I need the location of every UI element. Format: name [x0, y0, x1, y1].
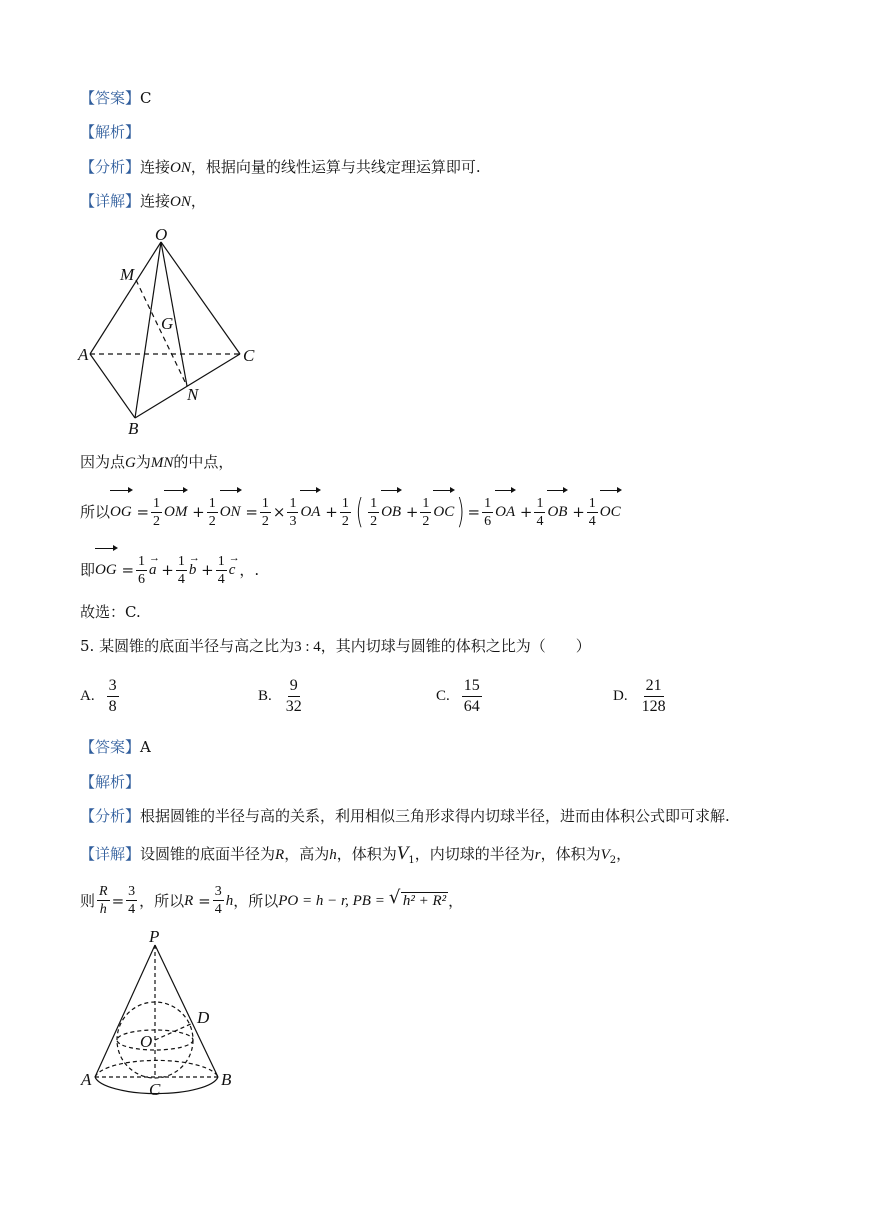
- analysis-tag: 【解析】: [80, 773, 141, 791]
- ze-text: 则: [80, 891, 96, 910]
- edge-oa: [90, 242, 161, 354]
- fraction: $\frac{1}{4}$: [536, 495, 544, 529]
- q4-fenxi-line: [80, 157, 481, 178]
- option-d[interactable]: [613, 676, 670, 717]
- q5-ratio-equation: [80, 880, 463, 921]
- q5-stem-text-b: ，其内切球与圆锥的体积之比为（ ）: [320, 637, 591, 655]
- vector-on: ON: [220, 492, 241, 532]
- label-g: G: [161, 314, 174, 333]
- right-paren: ): [456, 492, 465, 532]
- vector-og: OG: [110, 492, 132, 532]
- q4-analysis-line: [80, 122, 140, 142]
- detail-text: 设圆锥的底面半径为: [140, 845, 276, 863]
- ji-equation: 即 OG = $\frac{1}{6}$ → a + $\frac{1}{4}$ → b + $\frac{1}{4}$ → c ，.: [80, 550, 259, 590]
- option-label: C.: [436, 688, 450, 704]
- label-m: M: [120, 265, 135, 284]
- fraction-3-4: $\frac{3}{4}$: [128, 884, 136, 917]
- vector-oc: OC: [433, 492, 454, 532]
- vector-oc: OC: [600, 492, 621, 532]
- label-n: N: [187, 385, 199, 404]
- answer-value: A: [140, 738, 151, 756]
- fenxi-text: 连接: [140, 158, 171, 176]
- vector-om: OM: [164, 492, 187, 532]
- detail-text: ，内切球的半径为: [414, 845, 535, 863]
- fraction: $\frac{1}{3}$: [289, 495, 297, 529]
- q5-ratio: 3 : 4: [294, 639, 321, 655]
- fraction: $\frac{1}{2}$: [370, 495, 378, 529]
- label-b: B: [221, 1070, 232, 1089]
- vector-b: → b: [189, 550, 197, 590]
- equals: =: [111, 891, 125, 910]
- vector-ob: OB: [381, 492, 401, 532]
- label-o: O: [155, 225, 168, 244]
- q5-answer-line: [80, 737, 151, 757]
- fenxi-text: 根据圆锥的半径与高的关系，利用相似三角形求得内切球半径，进而由体积公式即可求解.: [140, 807, 730, 825]
- option-b[interactable]: [258, 676, 306, 717]
- option-label: B.: [258, 688, 272, 704]
- fraction: $\frac{1}{4}$: [217, 553, 225, 587]
- suoyi-text: ，所以: [139, 891, 185, 910]
- fraction: $\frac{1}{4}$: [588, 495, 596, 529]
- detail-text: ，: [616, 845, 632, 863]
- detail-tag: 【详解】: [80, 192, 141, 210]
- label-a: A: [81, 1070, 92, 1089]
- tail: ，: [448, 891, 464, 910]
- conclusion-text: 故选：C.: [80, 603, 141, 621]
- q5-analysis-line: [80, 772, 140, 792]
- q5-detail-line: [80, 844, 631, 871]
- sqrt-expression: √ h² + R²: [388, 887, 447, 909]
- label-c: C: [243, 346, 255, 365]
- fraction: $\frac{1}{6}$: [484, 495, 492, 529]
- analysis-tag: 【解析】: [80, 123, 141, 141]
- label-a: A: [78, 345, 89, 364]
- fraction-3-4: $\frac{3}{4}$: [214, 884, 222, 917]
- edge-ab: [90, 354, 135, 418]
- vector-og: OG: [95, 550, 117, 590]
- vector-equation: 所以 OG = $\frac{1}{2}$ OM + $\frac{1}{2}$ ON = $\frac{1}{2}$ × $\frac{1}{3}$ OA + $\frac{1}{2}$ ( $\frac{1}{2}$ OB + $\frac{1}{2}$ OC ) = $\frac{1}{6}$ OA + $\frac{1}{4}$ OB + $\frac{1}{4}$ OC: [80, 492, 621, 532]
- cone-figure: [75, 925, 245, 1105]
- var-h: h: [329, 847, 337, 863]
- option-fraction: $\frac{21}{128}$: [641, 677, 666, 715]
- option-c[interactable]: [436, 676, 484, 717]
- var-r-big: R: [275, 847, 285, 863]
- answer-tag: 【答案】: [80, 89, 141, 107]
- edge-ob: [135, 242, 161, 418]
- fenxi-tag: 【分析】: [80, 807, 141, 825]
- q5-stem: [80, 636, 591, 657]
- segment-mn: MN: [150, 455, 174, 471]
- q5-fenxi-line: [80, 806, 730, 826]
- fenxi-text-b: ，根据向量的线性运算与共线定理运算即可.: [190, 158, 481, 176]
- vector-ob: OB: [547, 492, 567, 532]
- var-v2-sub: 2: [609, 855, 617, 866]
- option-fraction: $\frac{9}{32}$: [285, 677, 302, 715]
- fraction: $\frac{1}{6}$: [138, 553, 146, 587]
- option-fraction: $\frac{3}{8}$: [108, 677, 117, 715]
- q5-stem-text: 5. 某圆锥的底面半径与高之比为: [80, 637, 295, 655]
- vector-oa: OA: [300, 492, 320, 532]
- var-r-big: R: [184, 892, 194, 909]
- detail-tag: 【详解】: [80, 845, 141, 863]
- po-expression: PO = h − r, PB =: [278, 892, 385, 909]
- because-text-c: 的中点，: [173, 453, 234, 471]
- label-d: D: [197, 1008, 210, 1027]
- vector-c: → c: [229, 550, 236, 590]
- label-p: P: [149, 927, 160, 946]
- vector-oa: OA: [495, 492, 515, 532]
- fraction: $\frac{1}{4}$: [177, 553, 185, 587]
- fraction: $\frac{1}{2}$: [153, 495, 161, 529]
- detail-text: ，体积为: [336, 845, 397, 863]
- because-line: [80, 452, 233, 473]
- detail-text: 连接: [140, 192, 171, 210]
- point-g: G: [125, 455, 136, 471]
- segment-on: ON: [170, 160, 191, 176]
- label-b: B: [128, 419, 139, 437]
- conclusion-line: [80, 602, 141, 622]
- fraction: $\frac{1}{2}$: [208, 495, 216, 529]
- q4-answer-line: [80, 88, 152, 108]
- edge-oc: [161, 242, 240, 354]
- label-o: O: [140, 1032, 153, 1051]
- fenxi-tag: 【分析】: [80, 158, 141, 176]
- option-label: D.: [613, 688, 628, 704]
- var-r: r: [534, 847, 541, 863]
- option-label: A.: [80, 688, 95, 704]
- answer-tag: 【答案】: [80, 738, 141, 756]
- ji-text: 即: [80, 561, 96, 579]
- tetrahedron-figure: [70, 222, 270, 437]
- cone-base-back: [95, 1060, 218, 1077]
- suoyi-text: 所以: [80, 503, 111, 521]
- option-fraction: $\frac{15}{64}$: [463, 677, 480, 715]
- label-c: C: [149, 1080, 161, 1099]
- vector-a: → a: [149, 550, 157, 590]
- fraction: $\frac{1}{2}$: [422, 495, 430, 529]
- answer-value: C: [140, 89, 152, 107]
- var-h: h: [225, 892, 234, 909]
- q4-detail-line: [80, 191, 206, 212]
- because-text-b: 为: [135, 453, 151, 471]
- segment-on: ON: [170, 194, 191, 210]
- suoyi-text-b: ，所以: [233, 891, 279, 910]
- equals: =: [198, 891, 211, 910]
- option-a[interactable]: [80, 676, 121, 717]
- fraction: $\frac{1}{2}$: [261, 495, 269, 529]
- var-v1-sub: 1: [408, 855, 415, 866]
- left-paren: (: [355, 492, 364, 532]
- cone-edge-pa: [95, 945, 155, 1077]
- detail-text: ，高为: [284, 845, 330, 863]
- fraction-r-h: $\frac{R}{h}$: [99, 884, 108, 917]
- detail-comma: ，: [190, 192, 206, 210]
- detail-text: ，体积为: [540, 845, 601, 863]
- var-v2: V: [600, 847, 610, 863]
- ji-tail: ，.: [239, 561, 260, 579]
- fraction: $\frac{1}{2}$: [341, 495, 349, 529]
- because-text: 因为点: [80, 453, 126, 471]
- var-v1: V: [396, 843, 409, 864]
- segment-mn-hidden: [136, 280, 187, 386]
